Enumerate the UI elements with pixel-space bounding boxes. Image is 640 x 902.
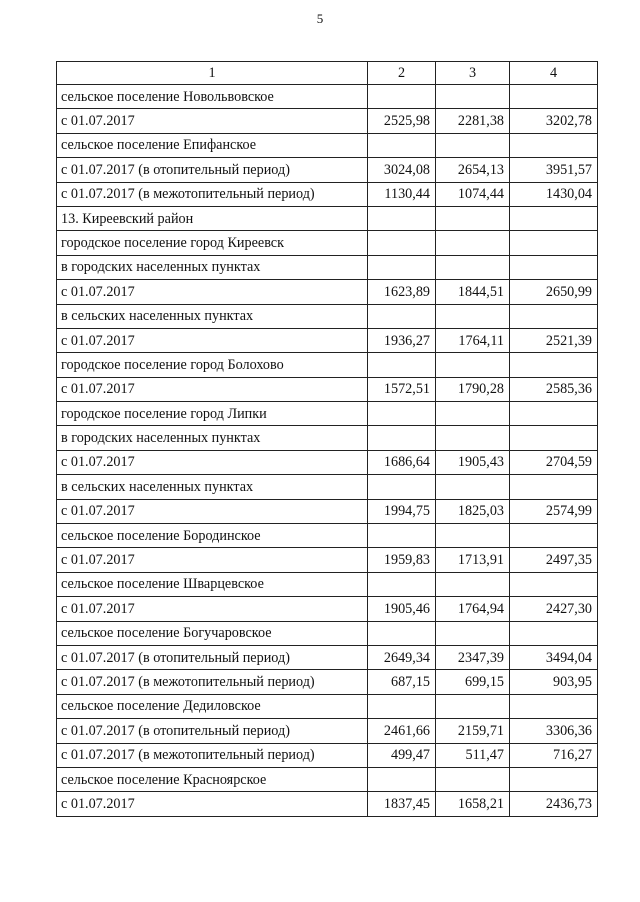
value-cell-col2: 1623,89 <box>368 280 436 304</box>
row-label-cell: сельское поселение Епифанское <box>57 133 368 157</box>
table-row <box>57 377 598 401</box>
value-cell-col3: 1825,03 <box>436 499 510 523</box>
value-cell-col4: 3951,57 <box>510 158 598 182</box>
value-cell-col4 <box>510 255 598 279</box>
value-cell-col4: 3306,36 <box>510 719 598 743</box>
table-row <box>57 206 598 230</box>
value-cell-col3: 1764,11 <box>436 328 510 352</box>
value-cell-col2: 499,47 <box>368 743 436 767</box>
value-cell-col2 <box>368 206 436 230</box>
value-cell-col4 <box>510 133 598 157</box>
value-cell-col3: 2654,13 <box>436 158 510 182</box>
value-cell-col3 <box>436 85 510 109</box>
tariff-table <box>56 61 598 817</box>
row-label-cell: городское поселение город Липки <box>57 402 368 426</box>
page-number: 5 <box>316 11 324 26</box>
row-label-cell: с 01.07.2017 (в отопительный период) <box>57 645 368 669</box>
row-label-cell: с 01.07.2017 <box>57 109 368 133</box>
value-cell-col3: 1790,28 <box>436 377 510 401</box>
value-cell-col3: 1658,21 <box>436 792 510 816</box>
value-cell-col3: 511,47 <box>436 743 510 767</box>
table-row <box>57 597 598 621</box>
table-row <box>57 475 598 499</box>
value-cell-col2: 1130,44 <box>368 182 436 206</box>
value-cell-col4 <box>510 475 598 499</box>
table-body <box>57 85 598 817</box>
value-cell-col4 <box>510 304 598 328</box>
table-row <box>57 158 598 182</box>
column-header-4: 4 <box>510 62 598 85</box>
value-cell-col2 <box>368 402 436 426</box>
value-cell-col4 <box>510 572 598 596</box>
row-label-cell: с 01.07.2017 <box>57 548 368 572</box>
row-label-cell: с 01.07.2017 <box>57 499 368 523</box>
value-cell-col2: 1959,83 <box>368 548 436 572</box>
value-cell-col2: 2461,66 <box>368 719 436 743</box>
table-row <box>57 621 598 645</box>
value-cell-col3 <box>436 694 510 718</box>
row-label-cell: с 01.07.2017 <box>57 280 368 304</box>
value-cell-col2 <box>368 304 436 328</box>
value-cell-col3: 1905,43 <box>436 450 510 474</box>
row-label-cell: с 01.07.2017 <box>57 377 368 401</box>
value-cell-col3 <box>436 353 510 377</box>
value-cell-col4: 2436,73 <box>510 792 598 816</box>
value-cell-col4: 2704,59 <box>510 450 598 474</box>
value-cell-col4: 2497,35 <box>510 548 598 572</box>
value-cell-col2: 1936,27 <box>368 328 436 352</box>
table-row <box>57 548 598 572</box>
value-cell-col4 <box>510 206 598 230</box>
table-row <box>57 524 598 548</box>
value-cell-col3 <box>436 524 510 548</box>
row-label-cell: с 01.07.2017 (в межотопительный период) <box>57 670 368 694</box>
value-cell-col3 <box>436 767 510 791</box>
table-header-row <box>57 62 598 85</box>
table-row <box>57 499 598 523</box>
value-cell-col2: 1994,75 <box>368 499 436 523</box>
value-cell-col3 <box>436 426 510 450</box>
table-row <box>57 353 598 377</box>
value-cell-col4: 3202,78 <box>510 109 598 133</box>
value-cell-col2 <box>368 255 436 279</box>
value-cell-col3: 1713,91 <box>436 548 510 572</box>
value-cell-col4 <box>510 621 598 645</box>
value-cell-col2 <box>368 475 436 499</box>
table-row <box>57 670 598 694</box>
value-cell-col4: 716,27 <box>510 743 598 767</box>
table-row <box>57 792 598 816</box>
value-cell-col2: 1837,45 <box>368 792 436 816</box>
column-header-3: 3 <box>436 62 510 85</box>
value-cell-col4 <box>510 231 598 255</box>
value-cell-col3 <box>436 231 510 255</box>
table-row <box>57 182 598 206</box>
value-cell-col3: 1074,44 <box>436 182 510 206</box>
value-cell-col4: 3494,04 <box>510 645 598 669</box>
value-cell-col3 <box>436 475 510 499</box>
row-label-cell: с 01.07.2017 <box>57 597 368 621</box>
value-cell-col3: 2347,39 <box>436 645 510 669</box>
value-cell-col3 <box>436 402 510 426</box>
value-cell-col3 <box>436 621 510 645</box>
row-label-cell: с 01.07.2017 <box>57 328 368 352</box>
column-header-1: 1 <box>57 62 368 85</box>
row-label-cell: сельское поселение Новольвовское <box>57 85 368 109</box>
table-row <box>57 572 598 596</box>
table-row <box>57 719 598 743</box>
table-row <box>57 133 598 157</box>
value-cell-col4 <box>510 426 598 450</box>
table-row <box>57 645 598 669</box>
row-label-cell: 13. Киреевский район <box>57 206 368 230</box>
table-row <box>57 767 598 791</box>
column-header-2: 2 <box>368 62 436 85</box>
row-label-cell: в городских населенных пунктах <box>57 426 368 450</box>
row-label-cell: с 01.07.2017 <box>57 450 368 474</box>
table-row <box>57 450 598 474</box>
value-cell-col2 <box>368 85 436 109</box>
value-cell-col2: 1572,51 <box>368 377 436 401</box>
value-cell-col2: 1686,64 <box>368 450 436 474</box>
table-row <box>57 255 598 279</box>
row-label-cell: в городских населенных пунктах <box>57 255 368 279</box>
value-cell-col3: 699,15 <box>436 670 510 694</box>
value-cell-col2: 2649,34 <box>368 645 436 669</box>
row-label-cell: сельское поселение Богучаровское <box>57 621 368 645</box>
value-cell-col3 <box>436 206 510 230</box>
value-cell-col2 <box>368 353 436 377</box>
value-cell-col4 <box>510 767 598 791</box>
value-cell-col3: 2281,38 <box>436 109 510 133</box>
row-label-cell: в сельских населенных пунктах <box>57 304 368 328</box>
table-row <box>57 85 598 109</box>
value-cell-col2 <box>368 767 436 791</box>
value-cell-col4 <box>510 694 598 718</box>
row-label-cell: с 01.07.2017 (в межотопительный период) <box>57 182 368 206</box>
row-label-cell: городское поселение город Киреевск <box>57 231 368 255</box>
value-cell-col4: 2574,99 <box>510 499 598 523</box>
row-label-cell: с 01.07.2017 (в межотопительный период) <box>57 743 368 767</box>
row-label-cell: в сельских населенных пунктах <box>57 475 368 499</box>
value-cell-col4 <box>510 85 598 109</box>
value-cell-col4: 903,95 <box>510 670 598 694</box>
value-cell-col4: 2650,99 <box>510 280 598 304</box>
row-label-cell: городское поселение город Болохово <box>57 353 368 377</box>
value-cell-col2: 1905,46 <box>368 597 436 621</box>
value-cell-col2 <box>368 133 436 157</box>
row-label-cell: с 01.07.2017 <box>57 792 368 816</box>
table-row <box>57 426 598 450</box>
row-label-cell: сельское поселение Бородинское <box>57 524 368 548</box>
value-cell-col3 <box>436 133 510 157</box>
row-label-cell: сельское поселение Шварцевское <box>57 572 368 596</box>
value-cell-col4: 2427,30 <box>510 597 598 621</box>
row-label-cell: с 01.07.2017 (в отопительный период) <box>57 719 368 743</box>
value-cell-col3: 2159,71 <box>436 719 510 743</box>
value-cell-col2 <box>368 621 436 645</box>
value-cell-col3 <box>436 572 510 596</box>
value-cell-col2 <box>368 694 436 718</box>
value-cell-col3: 1844,51 <box>436 280 510 304</box>
value-cell-col3: 1764,94 <box>436 597 510 621</box>
table-row <box>57 743 598 767</box>
value-cell-col3 <box>436 304 510 328</box>
row-label-cell: сельское поселение Красноярское <box>57 767 368 791</box>
row-label-cell: с 01.07.2017 (в отопительный период) <box>57 158 368 182</box>
value-cell-col4: 2521,39 <box>510 328 598 352</box>
table-row <box>57 109 598 133</box>
value-cell-col2 <box>368 572 436 596</box>
value-cell-col4: 1430,04 <box>510 182 598 206</box>
value-cell-col2 <box>368 231 436 255</box>
value-cell-col4 <box>510 402 598 426</box>
table-row <box>57 304 598 328</box>
value-cell-col2 <box>368 426 436 450</box>
table-row <box>57 280 598 304</box>
value-cell-col3 <box>436 255 510 279</box>
table-row <box>57 231 598 255</box>
value-cell-col2: 687,15 <box>368 670 436 694</box>
row-label-cell: сельское поселение Дедиловское <box>57 694 368 718</box>
value-cell-col4 <box>510 353 598 377</box>
value-cell-col4 <box>510 524 598 548</box>
value-cell-col2 <box>368 524 436 548</box>
table-row <box>57 402 598 426</box>
value-cell-col2: 3024,08 <box>368 158 436 182</box>
table-row <box>57 694 598 718</box>
value-cell-col4: 2585,36 <box>510 377 598 401</box>
table-row <box>57 328 598 352</box>
value-cell-col2: 2525,98 <box>368 109 436 133</box>
